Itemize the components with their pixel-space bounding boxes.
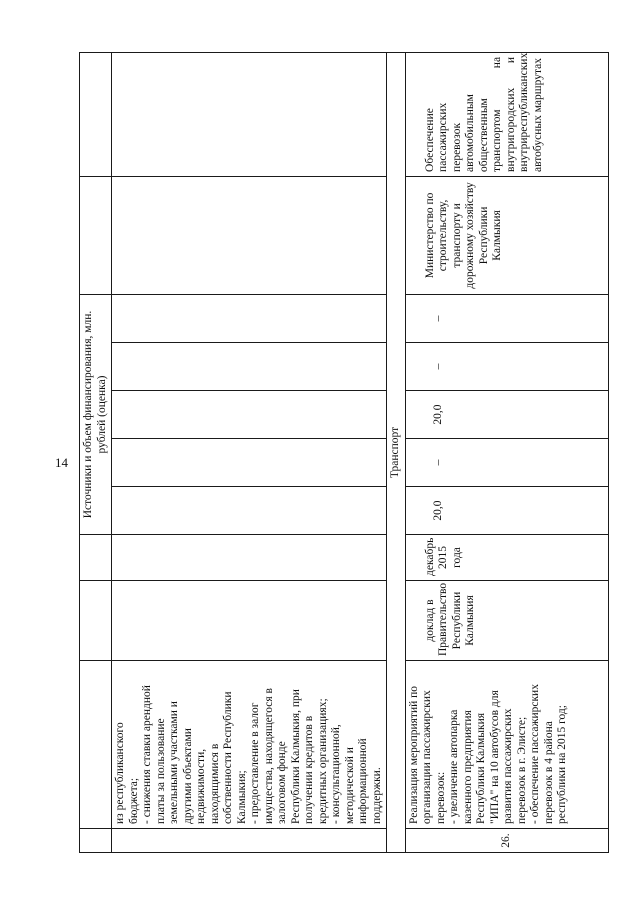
financing-header: Источники и объем финансирования, млн. рублей (оценка) — [80, 294, 112, 534]
measure-text-line: бюджета; — [127, 777, 140, 824]
measure-text-line: - увеличение автопарка — [448, 709, 460, 824]
measure-cell — [405, 661, 609, 829]
measure-text-line: - снижения ставки арендной — [141, 685, 153, 824]
measure-text-line: Республики Калмыкия — [475, 712, 487, 824]
header-cell — [80, 829, 112, 853]
measure-text-line: кредитных организациях; — [316, 698, 329, 824]
measure-text-line: перевозок в 4 района — [542, 721, 555, 824]
table-row — [112, 52, 387, 852]
republic-cell — [112, 391, 387, 439]
responsible-executor: Министерство по строительству, транспорту и дорожному хозяйству Республики Калмыкия — [405, 176, 609, 294]
total-amount: 20,0 — [405, 487, 609, 535]
deadline-cell — [112, 535, 387, 581]
row-number: 26. — [405, 829, 609, 853]
measures-table — [79, 52, 609, 853]
result-cell — [112, 52, 387, 176]
measure-text-line: организации пассажирских — [421, 690, 433, 824]
federal-amount: – — [405, 439, 609, 487]
measure-text-line: перевозок: — [434, 771, 447, 824]
header-cell — [80, 661, 112, 829]
measure-text-line: недвижимости, — [195, 748, 207, 824]
measure-text-line: другими объектами — [181, 728, 194, 824]
measure-text-line: - консультационной, — [330, 724, 342, 824]
federal-cell — [112, 439, 387, 487]
section-row — [387, 52, 406, 852]
measure-text-line: методической и — [343, 747, 356, 824]
measure-text-line: собственности Республики — [222, 691, 234, 824]
measure-text-line: находящимися в — [208, 743, 221, 824]
report-cell — [112, 581, 387, 661]
measure-text-line: Реализация мероприятий по — [407, 685, 420, 824]
measure-text-line: поддержки. — [370, 767, 383, 824]
number-cell — [112, 829, 387, 853]
measure-text-line: перевозок в г. Элисте; — [515, 716, 528, 824]
measure-text-line: информационной — [357, 738, 369, 824]
responsible-cell — [112, 176, 387, 294]
measure-text-line: из республиканского — [114, 722, 126, 824]
total-cell — [112, 487, 387, 535]
rotated-table-wrapper — [79, 53, 609, 853]
local-amount: – — [405, 343, 609, 391]
measure-text-line: получении кредитов в — [303, 715, 315, 824]
header-cell — [80, 176, 112, 294]
measure-text-line: "ИПА" на 10 автобусов для — [488, 690, 501, 824]
republic-amount: 20,0 — [405, 391, 609, 439]
header-cell — [80, 52, 112, 176]
table-header-row — [80, 52, 112, 852]
measure-text-line: Калмыкия; — [235, 770, 248, 824]
measure-text-line: - обеспечение пассажирских — [529, 684, 541, 824]
measure-text-line: залоговом фонде — [276, 741, 288, 824]
measure-text-line: республики на 2015 год; — [556, 705, 568, 824]
header-cell — [80, 535, 112, 581]
section-title: Транспорт — [387, 52, 406, 852]
other-cell — [112, 294, 387, 342]
deadline: декабрь 2015 года — [405, 535, 609, 581]
measure-text-line: имущества, находящегося в — [262, 688, 275, 824]
measure-text-line: развития пассажирских — [502, 708, 514, 824]
page-number: 14 — [55, 455, 68, 470]
report-form: доклад в Правительство Республики Калмыкия — [405, 581, 609, 661]
measure-text-line: Республики Калмыкия, при — [289, 689, 302, 824]
header-cell — [80, 581, 112, 661]
measure-text-line: земельными участками и — [168, 701, 180, 824]
measure-text-line: казенного предприятия — [461, 710, 474, 824]
local-cell — [112, 343, 387, 391]
other-amount: – — [405, 294, 609, 342]
expected-result: Обеспечение пассажирских перевозок автомобильным общественным транспортом на внутригородских и внутриреспубликанских автобусных маршрутах — [405, 52, 609, 176]
measure-text-line: платы за пользование — [154, 718, 167, 824]
table-row — [405, 52, 609, 852]
measure-cell — [112, 661, 387, 829]
measure-text-line: - предоставление в залог — [249, 702, 261, 824]
